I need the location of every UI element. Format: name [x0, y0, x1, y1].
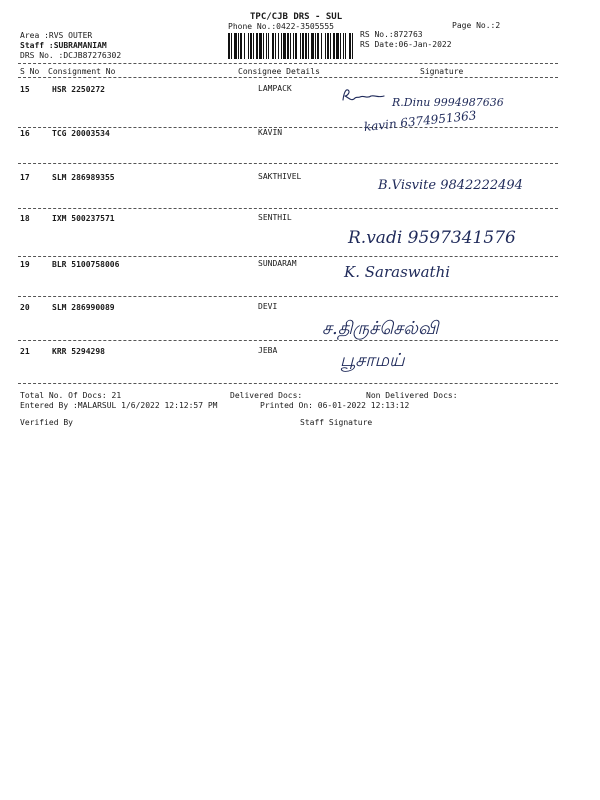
row-consignment: HSR 2250272: [52, 85, 105, 94]
row-sno: 17: [20, 173, 30, 182]
staff-field: Staff :SUBRAMANIAM: [20, 41, 107, 50]
row-consignee: JEBA: [258, 346, 278, 355]
row-divider: [18, 163, 558, 164]
signature-text: R.vadi 9597341576: [348, 228, 516, 248]
signature-text: ச.திருச்செல்வி: [322, 318, 439, 339]
phone-number: Phone No.:0422-3505555: [228, 22, 334, 31]
row-divider: [18, 296, 558, 297]
row-sno: 16: [20, 129, 30, 138]
row-sno: 21: [20, 347, 30, 356]
row-consignment: SLM 286990089: [52, 303, 115, 312]
printed-on: Printed On: 06-01-2022 12:13:12: [260, 401, 410, 410]
row-consignment: TCG 20003534: [52, 129, 110, 138]
barcode: [228, 33, 353, 59]
row-consignment: KRR 5294298: [52, 347, 105, 356]
row-consignee: SUNDARAM: [258, 259, 297, 268]
col-consignee: Consignee Details: [238, 67, 320, 76]
row-consignee: SENTHIL: [258, 213, 292, 222]
non-delivered-docs: Non Delivered Docs:: [366, 391, 458, 400]
staff-signature-label: Staff Signature: [300, 418, 373, 427]
col-consignment: Consignment No: [48, 67, 116, 76]
row-divider: [18, 256, 558, 257]
signature-text: K. Saraswathi: [344, 263, 451, 281]
page-number: Page No.:2: [452, 21, 501, 30]
row-consignee: KAVIN: [258, 128, 283, 137]
row-consignee: SAKTHIVEL: [258, 172, 302, 181]
row-consignee: DEVI: [258, 302, 278, 311]
row-sno: 19: [20, 260, 30, 269]
row-sno: 20: [20, 303, 30, 312]
col-sno: S No: [20, 67, 40, 76]
row-divider: [18, 127, 558, 128]
signature-scribble: [340, 86, 390, 104]
col-signature: Signature: [420, 67, 464, 76]
entered-by: Entered By :MALARSUL 1/6/2022 12:12:57 PM: [20, 401, 218, 410]
rs-number: RS No.:872763: [360, 30, 423, 39]
document-title: TPC/CJB DRS - SUL: [250, 12, 343, 22]
signature-text: R.Dinu 9994987636: [392, 96, 504, 109]
verified-by-label: Verified By: [20, 418, 73, 427]
row-sno: 15: [20, 85, 30, 94]
row-consignment: IXM 500237571: [52, 214, 115, 223]
signature-text: kavin 6374951363: [363, 108, 478, 134]
row-divider: [18, 340, 558, 341]
rs-date: RS Date:06-Jan-2022: [360, 40, 452, 49]
row-divider: [18, 208, 558, 209]
drs-number: DRS No. :DCJB87276302: [20, 51, 122, 60]
signature-text: பூசாமய்: [340, 350, 405, 371]
row-consignment: BLR 5100758006: [52, 260, 120, 269]
area-field: Area :RVS OUTER: [20, 31, 93, 40]
total-docs: Total No. Of Docs: 21: [20, 391, 122, 400]
signature-text: B.Visvite 9842222494: [378, 178, 523, 193]
row-consignment: SLM 286989355: [52, 173, 115, 182]
header-divider: [18, 63, 558, 64]
row-sno: 18: [20, 214, 30, 223]
row-consignee: LAMPACK: [258, 84, 292, 93]
columns-divider: [18, 77, 558, 78]
delivered-docs: Delivered Docs:: [230, 391, 303, 400]
row-divider: [18, 383, 558, 384]
